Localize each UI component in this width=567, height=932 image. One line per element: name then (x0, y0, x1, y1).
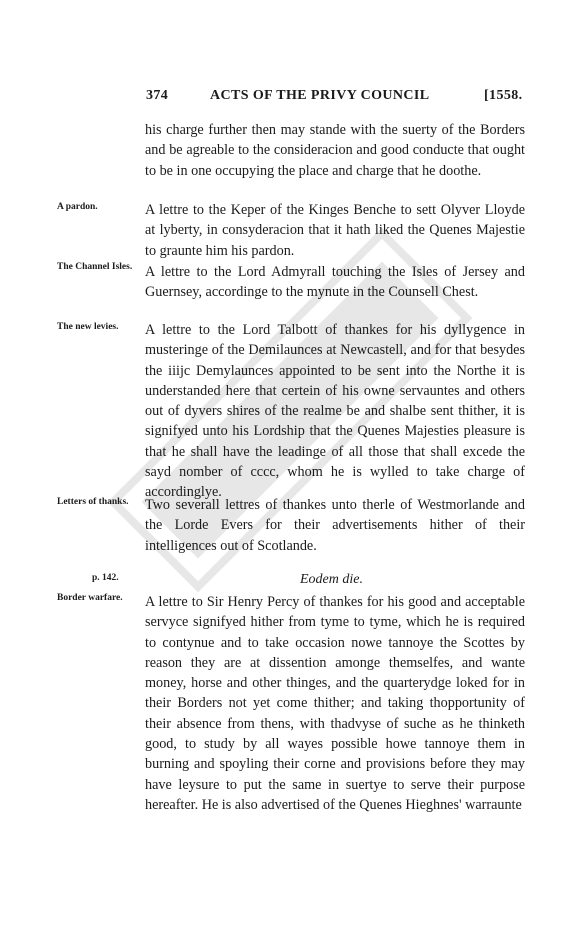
paragraph-pardon: A lettre to the Keper of the Kinges Benche to sett Olyver Lloyde at lyberty, in consyderacion that it hath liked the Quenes Majestie to graunte him his pardon. (145, 202, 525, 259)
margin-note-page-ref: p. 142. (92, 573, 119, 583)
margin-note-channel-isles: The Channel Isles. (57, 262, 133, 272)
eodem-die-text: Eodem die. (300, 572, 363, 587)
margin-note-letters-thanks: Letters of thanks. (57, 497, 129, 507)
running-title: ACTS OF THE PRIVY COUNCIL (210, 88, 430, 103)
page-number: 374 (146, 88, 169, 103)
paragraph-0: his charge further then may stande with the suerty of the Borders and be agreable to the consideracion and good conducte that ought to be in one occupying the place and charge that he doothe. (145, 122, 525, 179)
paragraph-letters-thanks: Two severall lettres of thankes unto therle of Westmorlande and the Lorde Evers for their advertisements hither of their intelligences out of Scotlande. (145, 497, 525, 554)
margin-note-new-levies: The new levies. (57, 322, 119, 332)
page-header (0, 88, 567, 112)
running-year: [1558. (484, 88, 523, 103)
paragraph-channel-isles: A lettre to the Lord Admyrall touching the Isles of Jersey and Guernsey, accordinge to the mynute in the Counsell Chest. (145, 264, 525, 301)
margin-note-pardon: A pardon. (57, 202, 98, 212)
paragraph-new-levies: A lettre to the Lord Talbott of thankes for his dyllygence in musteringe of the Demilaunces at Newcastell, and for that besydes the iiijc Demylaunces appointed to be sent into the Northe it is understanded here that certein of his owne servauntes and others out of dyvers shires of the realme be and shalbe sent thither, it is signifyed unto his Lordship that the Quenes Majesties pleasure is that he shall have the leadinge of all those that shall excede the sayd nomber of cccc, whom he is wylled to take charge of accordinglye. (145, 322, 525, 501)
paragraph-border-warfare: A lettre to Sir Henry Percy of thankes for his good and acceptable servyce signifyed hither from tyme to tyme, which he is required to contynue and to take occasion nowe tannoye the Scottes by reason they are at dissention amonge themselfes, and wante money, horse and other thinges, and the quarterydge loked for in their Borders not yet come thither; and taking thopportunity of their absence from thens, with thadvyse of suche as he thinketh good, to study by all wayes possible howe tannoye them in burning and spoyling their corne and provisions before they may have leysure to put the same in suertye to serve their purpose hereafter. He is also advertised of the Quenes Hieghnes' warraunte (145, 594, 525, 813)
margin-note-border-warfare: Border warfare. (57, 593, 123, 603)
